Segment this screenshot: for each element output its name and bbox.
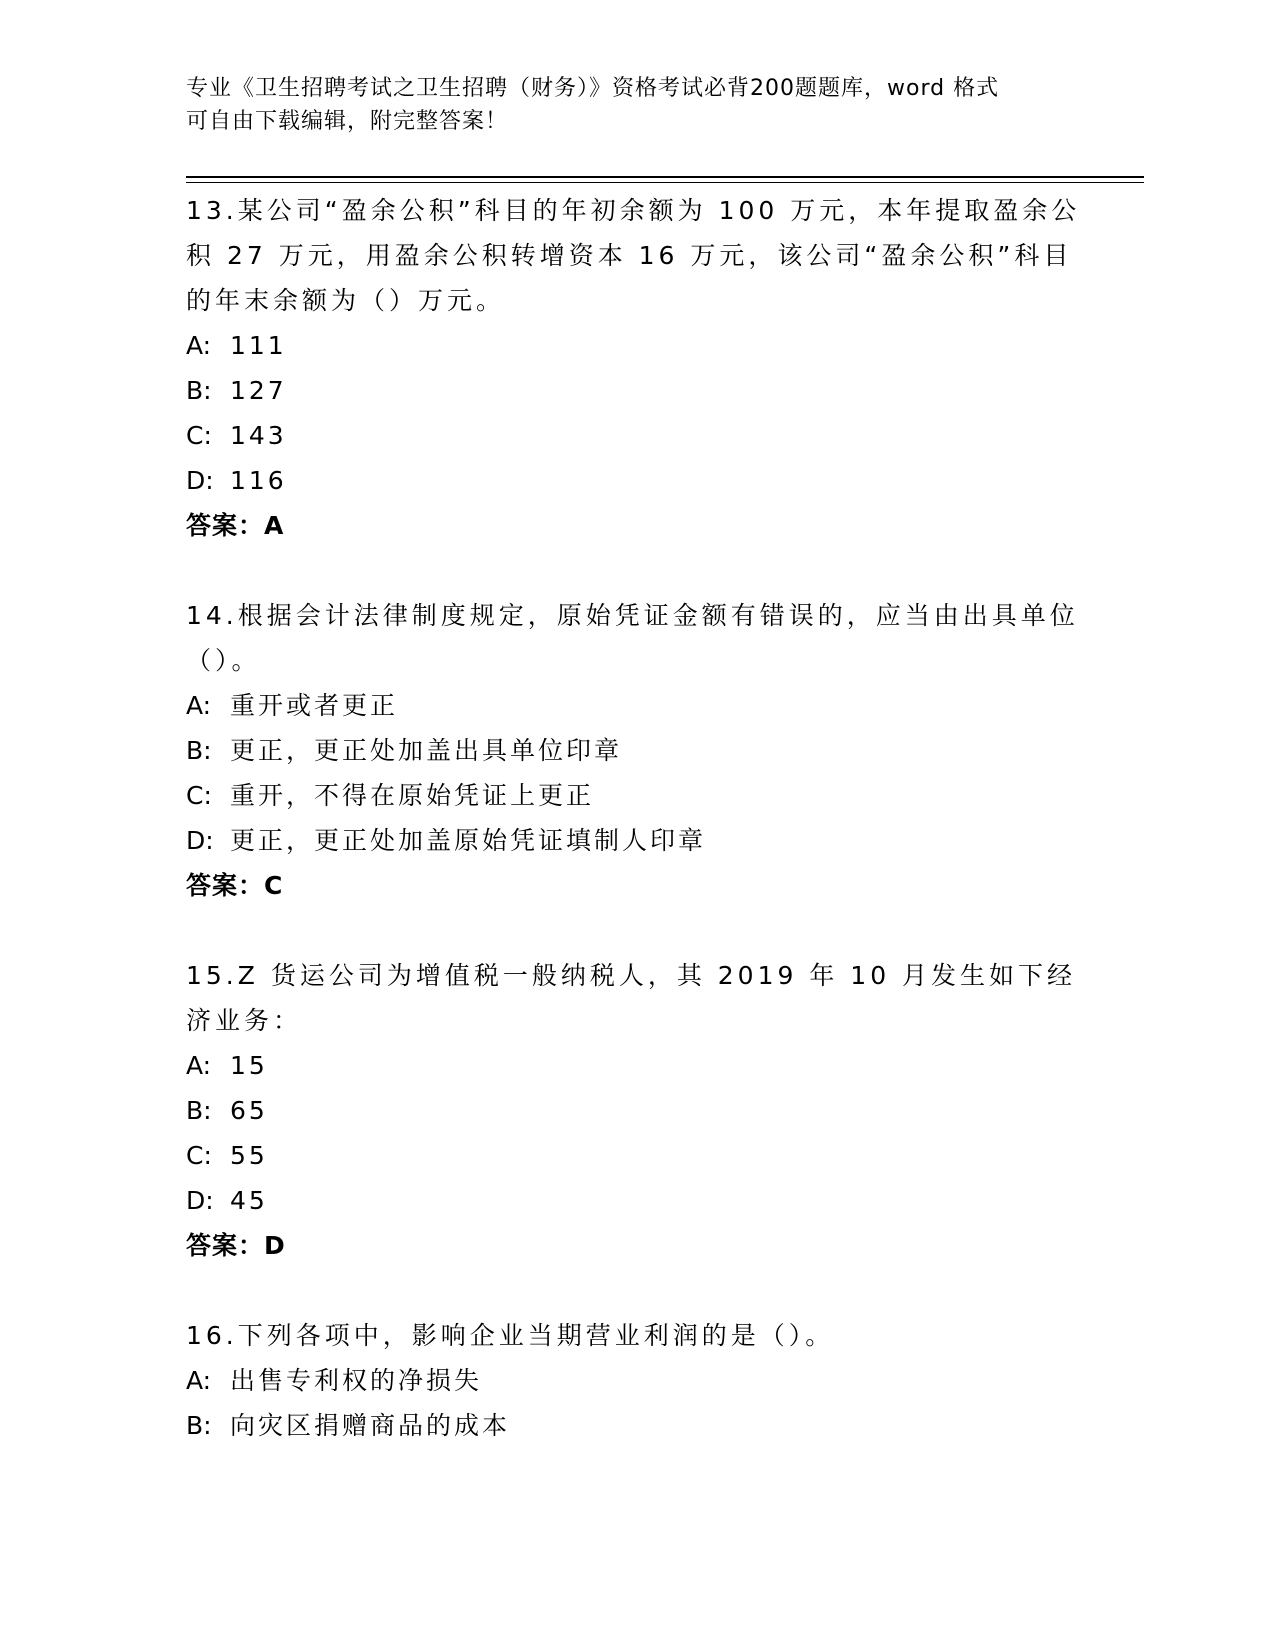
option-d — [186, 818, 1086, 863]
option-b — [186, 1403, 1086, 1448]
option-a — [186, 1358, 1086, 1403]
question-15 — [186, 953, 1086, 1268]
answer-line: 答案：A — [186, 511, 285, 540]
option-text: 111 — [230, 331, 287, 360]
question-13 — [186, 188, 1086, 548]
option-c — [186, 413, 1086, 458]
question-spacer — [186, 548, 1086, 593]
option-letter: B: — [186, 1411, 212, 1440]
question-text: 15.Z 货运公司为增值税一般纳税人，其 2019 年 10 月发生如下经济业务： — [186, 961, 1077, 1035]
question-list — [186, 188, 1086, 1448]
option-c — [186, 1133, 1086, 1178]
option-b — [186, 368, 1086, 413]
question-text: 16.下列各项中，影响企业当期营业利润的是（）。 — [186, 1321, 835, 1350]
header-line-2: 可自由下载编辑，附完整答案！ — [186, 109, 509, 134]
option-text: 向灾区捐赠商品的成本 — [230, 1411, 511, 1440]
option-text: 143 — [230, 421, 287, 450]
option-text: 重开或者更正 — [230, 691, 399, 720]
document-header — [186, 72, 1086, 138]
option-a — [186, 323, 1086, 368]
option-d — [186, 1178, 1086, 1223]
option-text: 127 — [230, 376, 287, 405]
option-letter: B: — [186, 1096, 212, 1125]
option-a — [186, 683, 1086, 728]
option-b — [186, 728, 1086, 773]
question-text: 13.某公司“盈余公积”科目的年初余额为 100 万元，本年提取盈余公积 27 万元，用盈余公积转增资本 16 万元，该公司“盈余公积”科目的年末余额为（）万元。 — [186, 196, 1081, 315]
option-text: 重开，不得在原始凭证上更正 — [230, 781, 595, 810]
option-letter: C: — [186, 421, 212, 450]
option-text: 15 — [230, 1051, 268, 1080]
option-text: 出售专利权的净损失 — [230, 1366, 483, 1395]
option-text: 116 — [230, 466, 287, 495]
answer-line: 答案：D — [186, 1231, 286, 1260]
option-letter: C: — [186, 1141, 212, 1170]
option-letter: D: — [186, 826, 214, 855]
option-text: 65 — [230, 1096, 268, 1125]
option-letter: A: — [186, 1366, 212, 1395]
question-spacer — [186, 908, 1086, 953]
option-text: 45 — [230, 1186, 268, 1215]
header-divider-thin — [186, 182, 1144, 183]
option-letter: C: — [186, 781, 212, 810]
option-text: 55 — [230, 1141, 268, 1170]
option-letter: A: — [186, 1051, 212, 1080]
question-14 — [186, 593, 1086, 908]
option-letter: B: — [186, 376, 212, 405]
option-a — [186, 1043, 1086, 1088]
answer-line: 答案：C — [186, 871, 284, 900]
option-text: 更正，更正处加盖出具单位印章 — [230, 736, 623, 765]
option-d — [186, 458, 1086, 503]
option-c — [186, 773, 1086, 818]
option-text: 更正，更正处加盖原始凭证填制人印章 — [230, 826, 707, 855]
option-b — [186, 1088, 1086, 1133]
header-line-1: 专业《卫生招聘考试之卫生招聘（财务）》资格考试必背200题题库，word 格式 — [186, 76, 1000, 101]
option-letter: A: — [186, 691, 212, 720]
option-letter: B: — [186, 736, 212, 765]
question-spacer — [186, 1268, 1086, 1313]
question-16 — [186, 1313, 1086, 1448]
option-letter: D: — [186, 1186, 214, 1215]
option-letter: A: — [186, 331, 212, 360]
option-letter: D: — [186, 466, 214, 495]
header-divider-thick — [186, 176, 1144, 178]
question-text: 14.根据会计法律制度规定，原始凭证金额有错误的，应当由出具单位（）。 — [186, 601, 1079, 675]
